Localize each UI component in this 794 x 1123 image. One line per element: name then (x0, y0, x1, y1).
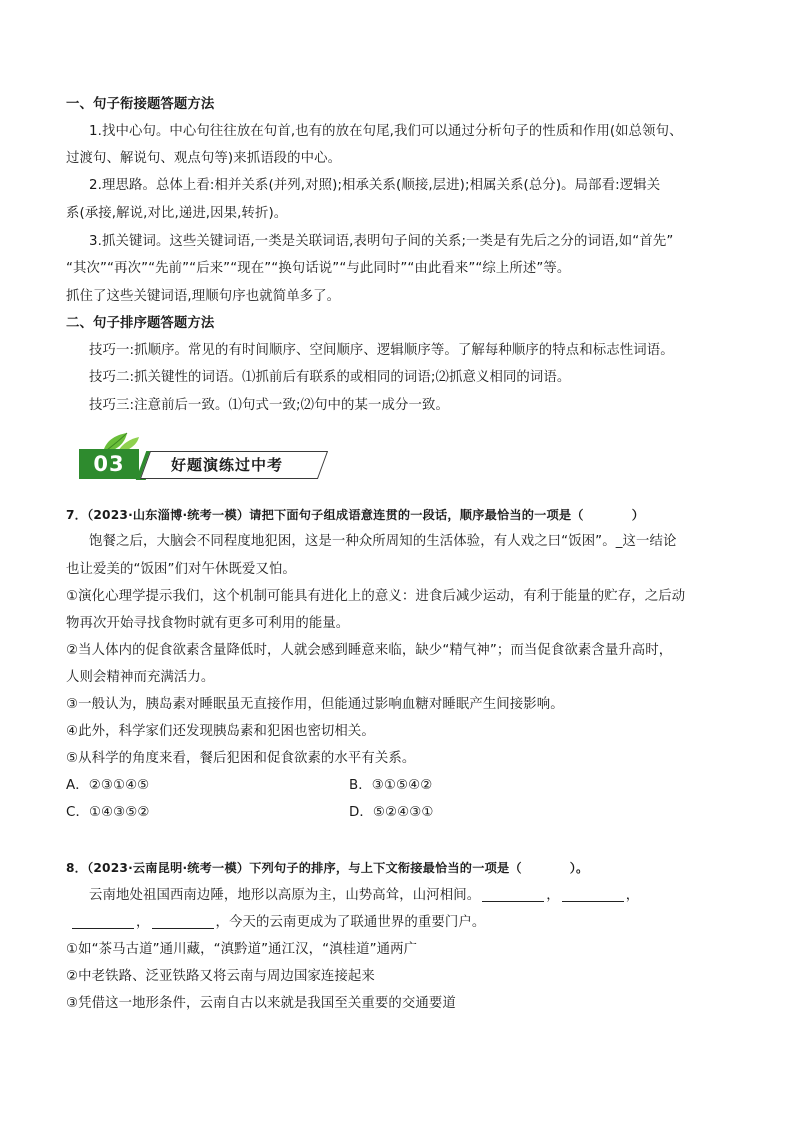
q7-option-a[interactable]: A．②③①④⑤ (66, 778, 150, 793)
q8-sentence-2: ②中老铁路、泛亚铁路又将云南与周边国家连接起来 (66, 969, 375, 984)
q8-intro-line-2: ， ，今天的云南更成为了联通世界的重要门户。 (70, 914, 485, 932)
q8-heading: 8．（2023·云南昆明·统考一模）下列句子的排序，与上下文衔接最恰当的一项是（ ）。 (66, 861, 589, 875)
q7-option-d[interactable]: D．⑤②④③① (349, 805, 434, 820)
q8-blank-4[interactable] (152, 914, 214, 929)
section1-line-7: 抓住了这些关键词语,理顺句序也就简单多了。 (66, 289, 341, 304)
section1-line-2: 过渡句、解说句、观点句等)来抓语段的中心。 (66, 151, 342, 166)
q7-sentence-2a: ②当人体内的促食欲素含量降低时，人就会感到睡意来临，缺少“精气神”；而当促食欲素含量升高时， (66, 643, 673, 658)
section1-line-6: “其次”“再次”“先前”“后来”“现在”“换句话说”“与此同时”“由此看来”“综上所述”等。 (66, 261, 571, 276)
q8-sentence-1: ①如“茶马古道”通川藏，“滇黔道”通江汉，“滇桂道”通两广 (66, 942, 418, 957)
q7-option-b[interactable]: B．③①⑤④② (349, 778, 433, 793)
section1-line-4: 系(承接,解说,对比,递进,因果,转折)。 (66, 206, 288, 221)
q8-intro-line-1: 云南地处祖国西南边陲，地形以高原为主，山势高耸，山河相间。 ， ， (89, 888, 640, 903)
section1-heading: 一、句子衔接题答题方法 (66, 97, 215, 112)
q8-blank-1[interactable] (482, 887, 544, 902)
q7-sentence-1b: 物再次开始寻找食物时就有更多可利用的能量。 (66, 616, 350, 631)
section2-line-3: 技巧三:注意前后一致。⑴句式一致;⑵句中的某一成分一致。 (89, 398, 449, 413)
section-banner (79, 429, 329, 483)
q7-intro-line-1: 饱餐之后，大脑会不同程度地犯困，这是一种众所周知的生活体验，有人戏之曰“饭困”。_这一结论 (89, 534, 677, 549)
q7-intro-line-2: 也让爱美的“饭困”们对午休既爱又怕。 (66, 562, 296, 577)
banner-title: 好题演练过中考 (171, 456, 284, 474)
section2-line-1: 技巧一:抓顺序。常见的有时间顺序、空间顺序、逻辑顺序等。了解每种顺序的特点和标志性词语。 (89, 343, 674, 358)
q7-sentence-2b: 人则会精神而充满活力。 (66, 670, 215, 685)
q7-heading: 7．（2023·山东淄博·统考一模）请把下面句子组成语意连贯的一段话，顺序最恰当的一项是（ ） (66, 508, 645, 522)
q7-sentence-1a: ①演化心理学提示我们，这个机制可能具有进化上的意义：进食后减少运动，有利于能量的贮存，之后动 (66, 589, 686, 604)
q7-sentence-3: ③一般认为，胰岛素对睡眠虽无直接作用，但能通过影响血糖对睡眠产生间接影响。 (66, 697, 564, 712)
section1-line-5: 3.抓关键词。这些关键词语,一类是关联词语,表明句子间的关系;一类是有先后之分的词语,如“首先” (89, 234, 674, 249)
q8-blank-3[interactable] (72, 914, 134, 929)
q7-option-c[interactable]: C．①④③⑤② (66, 805, 150, 820)
section1-line-1: 1.找中心句。中心句往往放在句首,也有的放在句尾,我们可以通过分析句子的性质和作用(如总领句、 (89, 124, 683, 139)
q7-sentence-5: ⑤从科学的角度来看，餐后犯困和促食欲素的水平有关系。 (66, 751, 416, 766)
section1-line-3: 2.理思路。总体上看:相并关系(并列,对照);相承关系(顺接,层进);相属关系(总分)。局部看:逻辑关 (89, 178, 661, 193)
section-number-badge: 03 (79, 449, 139, 479)
section2-line-2: 技巧二:抓关键性的词语。⑴抓前后有联系的或相同的词语;⑵抓意义相同的词语。 (89, 370, 571, 385)
section2-heading: 二、句子排序题答题方法 (66, 316, 215, 331)
q8-blank-2[interactable] (562, 887, 624, 902)
q7-sentence-4: ④此外，科学家们还发现胰岛素和犯困也密切相关。 (66, 724, 375, 739)
q8-sentence-3: ③凭借这一地形条件，云南自古以来就是我国至关重要的交通要道 (66, 996, 456, 1011)
